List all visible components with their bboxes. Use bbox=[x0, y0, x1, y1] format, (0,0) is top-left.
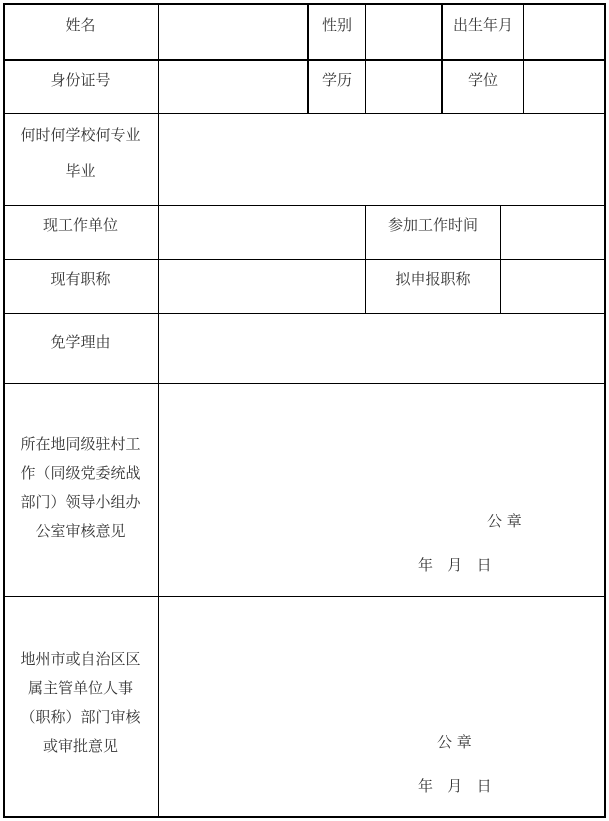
degree-label: 学位 bbox=[467, 71, 498, 89]
education-field[interactable] bbox=[366, 61, 441, 113]
label-line: 所在地同级驻村工 bbox=[20, 435, 141, 453]
current-title-field[interactable] bbox=[159, 260, 365, 313]
label-line: 地州市或自治区区 bbox=[20, 650, 141, 668]
prefecture-review-field[interactable] bbox=[159, 597, 604, 816]
label-line: 或审批意见 bbox=[42, 737, 118, 755]
graduation-label-line2: 毕业 bbox=[65, 162, 96, 180]
gender-field[interactable] bbox=[366, 5, 441, 59]
official-seal-label: 公 章 bbox=[437, 733, 472, 751]
birth-label: 出生年月 bbox=[452, 16, 513, 34]
apply-title-field[interactable] bbox=[501, 260, 604, 313]
county-review-label bbox=[3, 430, 158, 546]
apply-title-label: 拟申报职称 bbox=[395, 270, 471, 288]
work-start-label: 参加工作时间 bbox=[387, 216, 478, 234]
border bbox=[3, 816, 606, 818]
workplace-field[interactable] bbox=[159, 206, 365, 259]
education-label: 学历 bbox=[321, 71, 352, 89]
graduation-field[interactable] bbox=[159, 114, 604, 205]
workplace-label: 现工作单位 bbox=[42, 216, 118, 234]
current-title-label: 现有职称 bbox=[50, 270, 111, 288]
date-label: 年 月 日 bbox=[418, 777, 492, 795]
degree-field[interactable] bbox=[524, 61, 604, 113]
birth-field[interactable] bbox=[524, 5, 604, 59]
gender-label: 性别 bbox=[321, 16, 352, 34]
id-field[interactable] bbox=[159, 61, 307, 113]
name-field[interactable] bbox=[159, 5, 307, 59]
exemption-field[interactable] bbox=[159, 314, 604, 383]
exemption-label: 免学理由 bbox=[50, 333, 111, 351]
label-line: 作（同级党委统战 bbox=[20, 464, 141, 482]
label-line: 部门）领导小组办 bbox=[20, 493, 141, 511]
label-line: 公室审核意见 bbox=[35, 522, 126, 540]
label-line: （职称）部门审核 bbox=[20, 708, 141, 726]
label-line: 属主管单位人事 bbox=[27, 679, 133, 697]
border bbox=[604, 3, 606, 818]
county-review-field[interactable] bbox=[159, 384, 604, 596]
date-label: 年 月 日 bbox=[418, 556, 492, 574]
official-seal-label: 公 章 bbox=[487, 512, 522, 530]
name-label: 姓名 bbox=[65, 16, 96, 34]
id-label: 身份证号 bbox=[50, 71, 111, 89]
graduation-label-line1: 何时何学校何专业 bbox=[20, 126, 141, 144]
work-start-field[interactable] bbox=[501, 206, 604, 259]
prefecture-review-label bbox=[3, 645, 158, 761]
